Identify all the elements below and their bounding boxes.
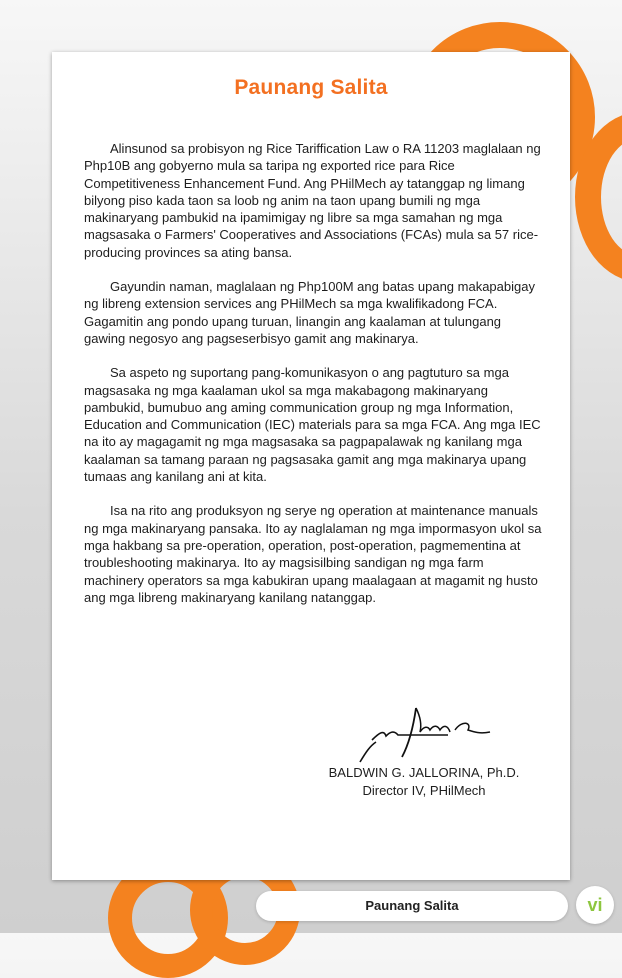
paragraph-1: Alinsunod sa probisyon ng Rice Tariffication Law o RA 11203 maglalaan ng Php10B ang gobyerno mula sa taripa ng exported rice para Rice Competitiveness Enhancement Fund. Ang PHilMech ay tatanggap ng limang bilyong piso kada taon sa loob ng anim na taon upang bumili ng mga makinaryang pambukid na ipamimigay ng libre sa mga samahan ng mga magsasaka o Farmers' Cooperatives and Associations (FCAs) mula sa 57 rice-producing provinces sa ating bansa.: [84, 141, 541, 260]
document-page: [52, 52, 570, 880]
paragraph-4: Isa na rito ang produksyon ng serye ng operation at maintenance manuals ng mga makinaryang pansaka. Ito ay naglalaman ng mga impormasyon ukol sa mga hakbang sa pre-operation, operation, post-operation, pagmementina at troubleshooting makinarya. Ito ay magsisilbing sandigan ng mga farm machinery operators sa mga kabukiran upang maalagaan at magamit ng husto ang mga libreng makinaryang kanilang natanggap.: [84, 503, 542, 605]
signer-name: BALDWIN G. JALLORINA, Ph.D.: [328, 765, 520, 780]
paragraph-3: Sa aspeto ng suportang pang-komunikasyon o ang pagtuturo sa mga magsasaka ng mga kaalaman ukol sa mga makabagong makinaryang pambukid, bumubuo ang aming communication group ng mga Information, Education and Communication (IEC) materials para sa mga FCA. Ang mga IEC na ito ay magagamit ng mga magsasaka sa pagpapalawak ng kanilang mga kaalaman sa tamang paraan ng pagsasaka gamit ang mga makinarya upang tumaas ang kanilang ani at kita.: [84, 365, 541, 485]
paragraph-2: Gayundin naman, maglalaan ng Php100M ang batas upang makapabigay ng libreng extension services ang PHilMech sa mga kwalifikadong FCA. Gagamitin ang pondo upang turuan, linangin ang kaalaman at tulungang gawing negosyo ang pagseserbisyo gamit ang makinarya.: [84, 279, 535, 346]
footer-section-label: Paunang Salita: [256, 891, 568, 921]
page-number: vi: [576, 886, 614, 924]
page-title: Paunang Salita: [234, 76, 388, 99]
signatory-block: [314, 764, 534, 800]
body-text: [84, 140, 542, 623]
signature-image: [350, 702, 500, 764]
signer-title: Director IV, PHilMech: [362, 783, 486, 798]
